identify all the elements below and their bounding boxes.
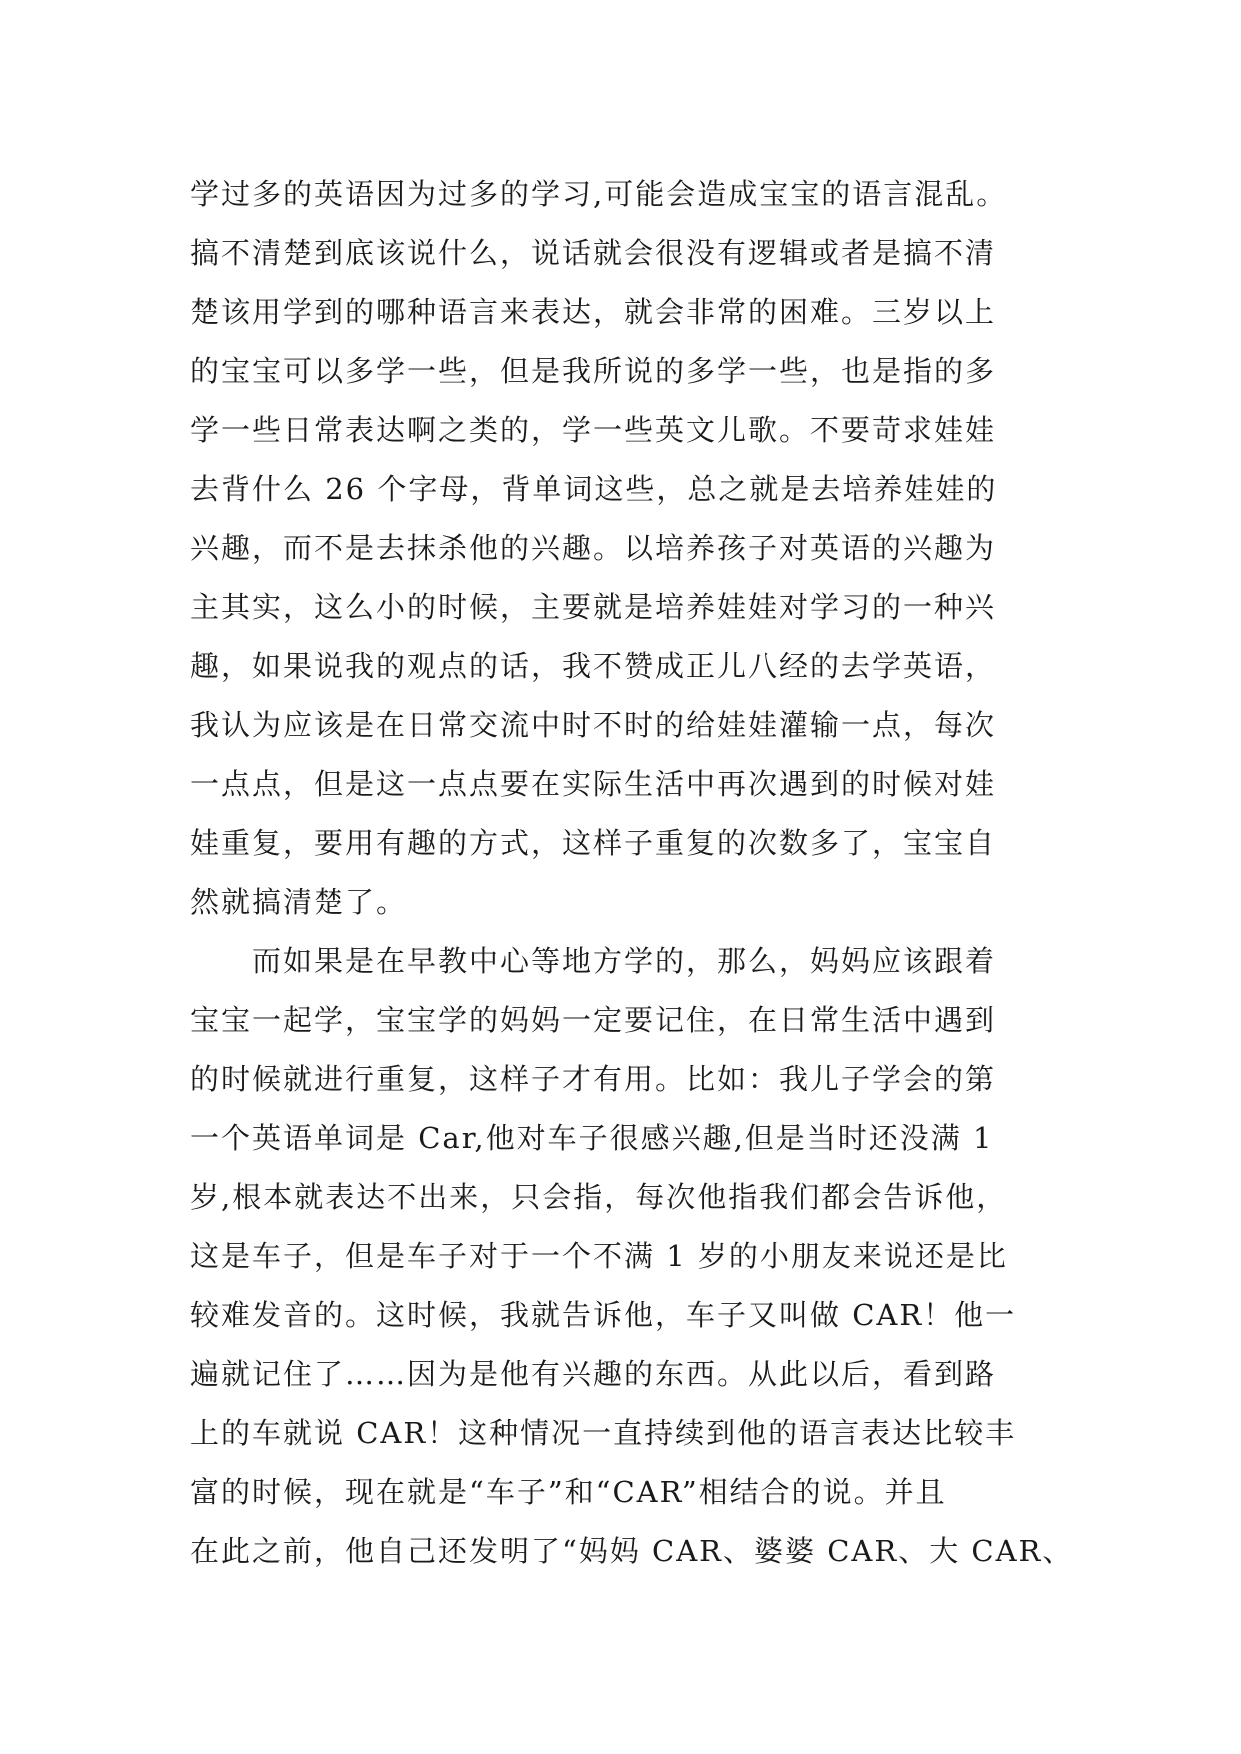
text-line: 趣，如果说我的观点的话，我不赞成正儿八经的去学英语， bbox=[190, 649, 997, 683]
text-line: 学一些日常表达啊之类的，学一些英文儿歌。不要苛求娃娃 bbox=[190, 413, 997, 447]
text-line: 的时候就进行重复，这样子才有用。比如：我儿子学会的第 bbox=[190, 1062, 997, 1096]
paragraph-1 bbox=[190, 165, 1090, 932]
text-line: 这是车子，但是车子对于一个不满 1 岁的小朋友来说还是比 bbox=[190, 1239, 1008, 1273]
paragraph-2 bbox=[190, 932, 1090, 1581]
text-line: 而如果是在早教中心等地方学的，那么，妈妈应该跟着 bbox=[190, 944, 997, 978]
text-line: 楚该用学到的哪种语言来表达，就会非常的困难。三岁以上 bbox=[190, 295, 997, 329]
text-line: 娃重复，要用有趣的方式，这样子重复的次数多了，宝宝自 bbox=[190, 826, 997, 860]
text-line: 富的时候，现在就是“车子”和“CAR”相结合的说。并且 bbox=[190, 1475, 947, 1509]
text-line: 去背什么 26 个字母，背单词这些，总之就是去培养娃娃的 bbox=[190, 472, 998, 506]
text-line: 的宝宝可以多学一些，但是我所说的多学一些，也是指的多 bbox=[190, 354, 997, 388]
text-line: 岁,根本就表达不出来，只会指，每次他指我们都会告诉他， bbox=[190, 1180, 1008, 1214]
text-line: 一个英语单词是 Car,他对车子很感兴趣,但是当时还没满 1 bbox=[190, 1121, 994, 1155]
body-text bbox=[190, 165, 1090, 1581]
text-line: 一点点，但是这一点点要在实际生活中再次遇到的时候对娃 bbox=[190, 767, 997, 801]
text-line: 在此之前，他自己还发明了“妈妈 CAR、婆婆 CAR、大 CAR、 bbox=[190, 1534, 1074, 1568]
text-line: 我认为应该是在日常交流中时不时的给娃娃灌输一点，每次 bbox=[190, 708, 997, 742]
text-line: 较难发音的。这时候，我就告诉他，车子又叫做 CAR！他一 bbox=[190, 1298, 1017, 1332]
text-line: 宝宝一起学，宝宝学的妈妈一定要记住，在日常生活中遇到 bbox=[190, 1003, 997, 1037]
text-line: 上的车就说 CAR！这种情况一直持续到他的语言表达比较丰 bbox=[190, 1416, 1017, 1450]
text-line: 搞不清楚到底该说什么，说话就会很没有逻辑或者是搞不清 bbox=[190, 236, 997, 270]
text-line: 然就搞清楚了。 bbox=[190, 885, 408, 919]
text-line: 兴趣，而不是去抹杀他的兴趣。以培养孩子对英语的兴趣为 bbox=[190, 531, 997, 565]
text-line: 学过多的英语因为过多的学习,可能会造成宝宝的语言混乱。 bbox=[190, 177, 1008, 211]
text-line: 遍就记住了……因为是他有兴趣的东西。从此以后，看到路 bbox=[190, 1357, 997, 1391]
text-line: 主其实，这么小的时候，主要就是培养娃娃对学习的一种兴 bbox=[190, 590, 997, 624]
